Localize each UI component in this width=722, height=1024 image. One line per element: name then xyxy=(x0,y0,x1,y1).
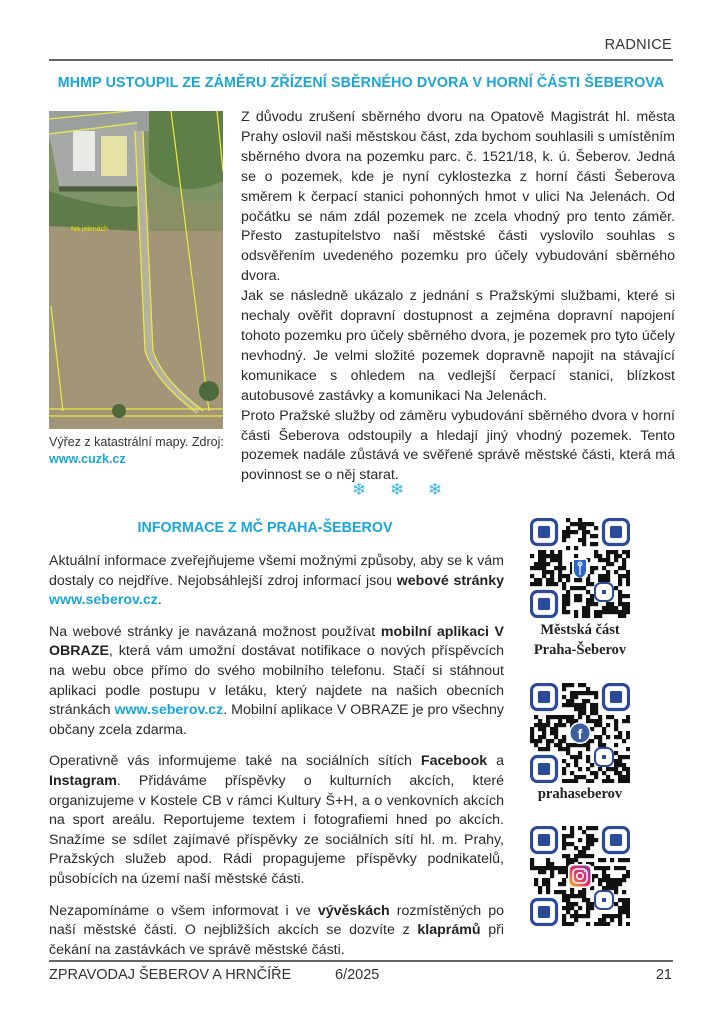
text: . xyxy=(157,592,162,609)
text: Na webové stránky je navázaná možnost používat xyxy=(49,623,381,640)
text: při čekání na zastávkách ve správě městské části. xyxy=(49,922,504,958)
qr-code-website[interactable] xyxy=(530,518,630,618)
text: Aktuální informace zveřejňujeme všemi možnými způsoby, aby se k vám dostaly co nejdříve. Nejobsáhlejší zdroj informací jsou xyxy=(49,553,504,589)
info-paragraph xyxy=(49,902,504,961)
seberov-website-link[interactable]: www.seberov.cz xyxy=(114,702,224,719)
bold-text: Instagram xyxy=(49,772,117,789)
snowflake-icon: ❄ xyxy=(427,480,443,499)
article-headline: MHMP USTOUPIL ZE ZÁMĚRU ZŘÍZENÍ SBĚRNÉHO DVORA V HORNÍ ČÁSTI ŠEBEROVA xyxy=(57,75,665,91)
map-label: Na jelenách xyxy=(71,226,108,233)
page-number: 21 xyxy=(655,967,672,983)
bold-text: klaprámů xyxy=(417,922,481,939)
bold-text: Facebook xyxy=(420,753,488,770)
qr-label-facebook xyxy=(512,784,648,804)
text: Nezapomínáme o všem informovat i ve xyxy=(49,902,318,919)
cuzk-link[interactable]: www.cuzk.cz xyxy=(49,452,126,466)
article-body xyxy=(241,108,675,486)
caption-text: Výřez z katastrální mapy. Zdroj: xyxy=(49,435,224,449)
qr-label-line: Praha-Šeberov xyxy=(533,642,627,658)
text: . Mobilní aplikace V OBRAZE je pro všechny občany zcela zdarma. xyxy=(49,702,504,738)
issue-number: 6/2025 xyxy=(335,967,380,983)
qr-label-line: Městská část xyxy=(540,622,620,638)
info-section-body xyxy=(49,552,504,972)
footer-rule xyxy=(49,960,673,962)
photo-caption xyxy=(49,434,229,468)
bold-text: vývěskách xyxy=(317,902,390,919)
bold-text: mobilní aplikaci V OBRAZE xyxy=(49,623,504,660)
page-footer xyxy=(49,967,672,983)
snowflake-icon: ❄ xyxy=(351,480,367,499)
qr-code-facebook[interactable] xyxy=(530,683,630,783)
text: Operativně vás informujeme také na sociálních sítích xyxy=(49,753,421,770)
svg-text:f: f xyxy=(577,726,583,742)
qr-label-website xyxy=(512,620,648,660)
article-paragraph: Jak se následně ukázalo z jednání s Pražskými službami, které si nechaly ověřit dopravní dostupnost a zejména dopravní napojení tohoto pozemku pro účely sběrného dvora, je pozemek pro tyto účely nevhodný. Je velmi složité pozemek dopravně napojit na stávající komunikace s ohledem na vedlejší čerpací stanici, blízkost autobusové zastávky a komunikaci Na Jelenách. xyxy=(241,288,675,404)
info-section-title: INFORMACE Z MČ PRAHA-ŠEBEROV xyxy=(137,520,393,536)
info-paragraph xyxy=(49,623,504,741)
header-rule xyxy=(49,59,673,61)
bold-text: webové stránky xyxy=(396,572,504,589)
snowflake-icon: ❄ xyxy=(389,480,405,499)
text: . Přidáváme příspěvky o kulturních akcích, které organizujeme v Kostele CB v rámci Kultury Š+H, a o venkovních akcích na sport areálu. Reportujeme textem i fotografiemi hned po akcích. Snažíme se sdílet zajímavé příspěvky ze sociálních sítí hl. m. Prahy, Pražských služeb apod. Rádi propagujeme příspěvky podnikatelů, působících na území naší městské části. xyxy=(49,772,504,887)
qr-label-line: prahaseberov xyxy=(537,786,623,802)
text: a xyxy=(487,753,504,770)
seberov-website-link[interactable]: www.seberov.cz xyxy=(49,592,158,609)
article-paragraph: Proto Pražské služby od záměru vybudování sběrného dvora v horní části Šeberova odstoupily a hledají jiný vhodný pozemek. Tento pozemek nadále zůstává ve svěřené správě městské části, která má povinnost se o něj starat. xyxy=(241,407,675,484)
snowflake-divider xyxy=(340,480,454,500)
qr-code-instagram[interactable] xyxy=(530,826,630,926)
info-paragraph xyxy=(49,752,504,889)
text: rozmístěných po naší městské části. O nejbližších akcích se dozvíte z xyxy=(49,902,504,939)
aerial-map-image xyxy=(49,111,223,429)
text: , která vám umožní dostávat notifikace o nových příspěvcích na webu obce přímo do svého mobilního telefonu. Stačí si stáhnout aplikaci podle postupu v letáku, který najdete na našich obecních stránkách xyxy=(49,643,504,719)
section-label: RADNICE xyxy=(604,37,672,53)
cadastral-map-photo xyxy=(49,111,223,429)
article-paragraph: Z důvodu zrušení sběrného dvoru na Opatově Magistrát hl. města Prahy oslovil naši městskou část, zda bychom souhlasili s umístěním sběrného dvora na pozemku parc. č. 1521/18, k. ú. Šeberov. Jedná se o pozemek, kde je nyní cyklostezka z horní části Šeberova směrem k čerpací stanici pohonných hmot v ulici Na Jelenách. Od počátku se nám zdál pozemek ne zcela vhodný pro tento záměr. Přesto zastupitelstvo naší městské části vyslovilo souhlas s odsvěřením uvedeného pozemku pro účely vybudování sběrného dvora. xyxy=(241,109,675,285)
publication-name: ZPRAVODAJ ŠEBEROV A HRNČÍŘE xyxy=(49,967,292,983)
info-paragraph xyxy=(49,552,504,611)
